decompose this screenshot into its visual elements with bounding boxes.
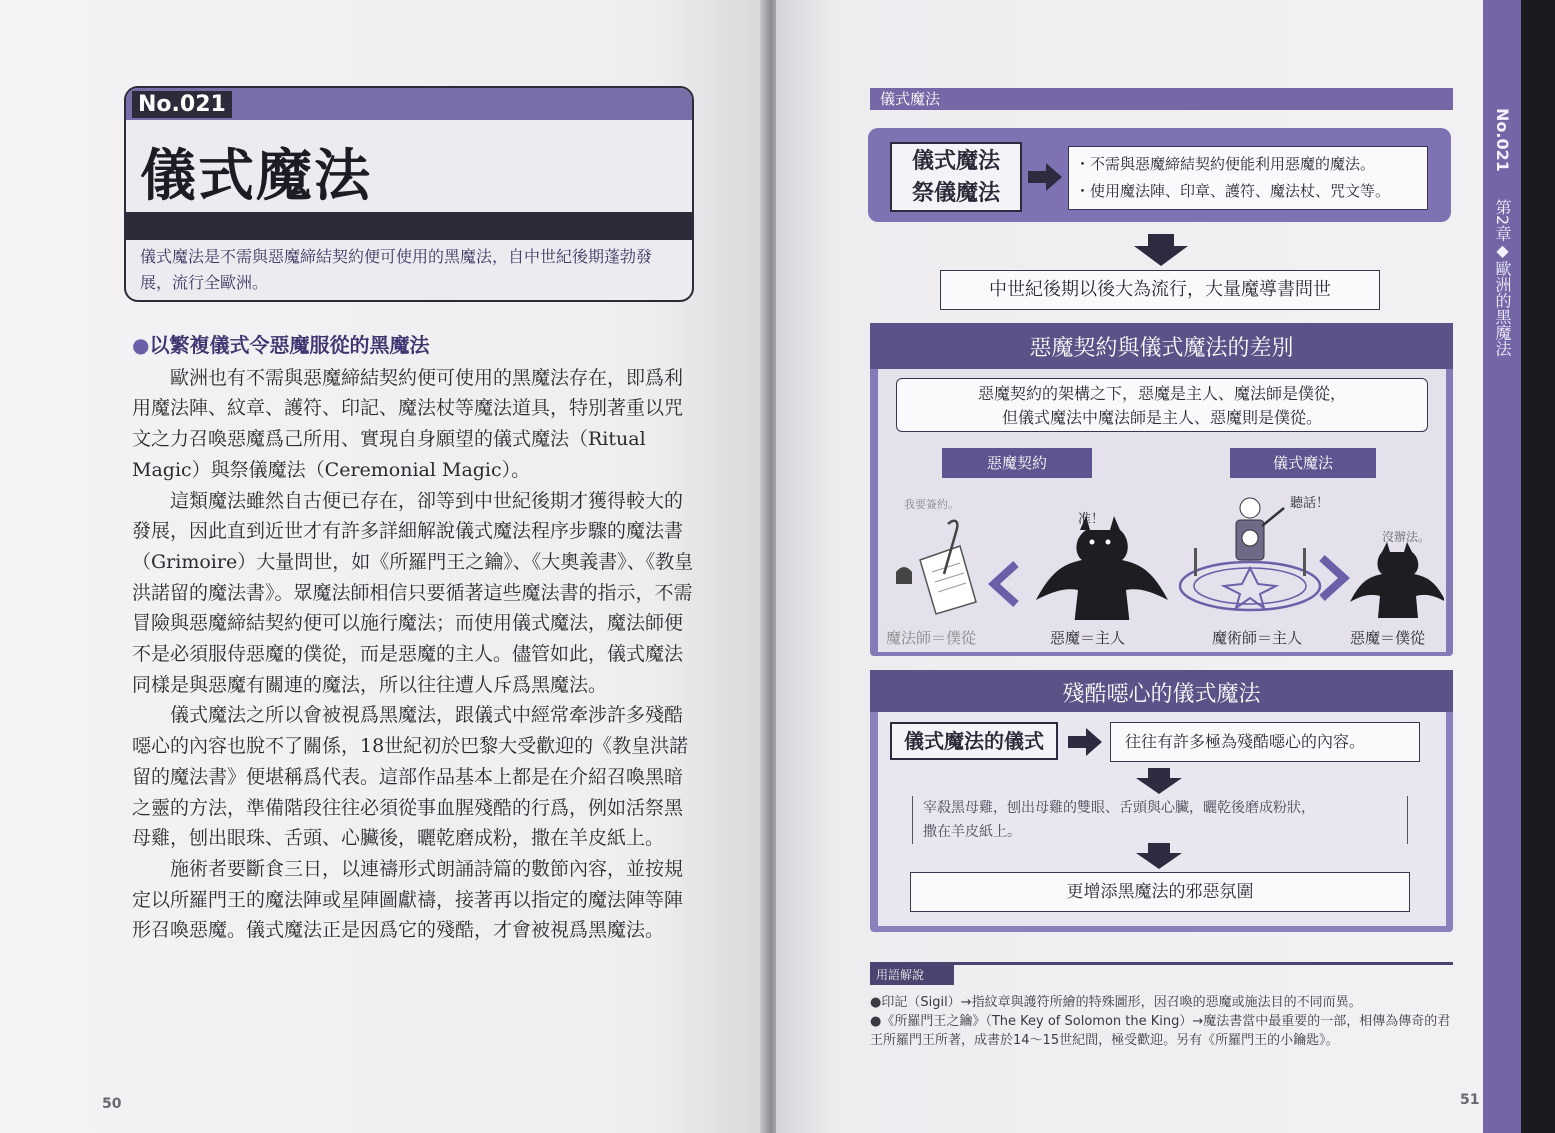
bubble-ok: 准！ bbox=[1078, 512, 1105, 527]
side-tab-chapter: 第2章◆歐洲的黑魔法 bbox=[1493, 199, 1512, 357]
tab-contract: 惡魔契約 bbox=[942, 448, 1092, 478]
summary: 儀式魔法是不需與惡魔締結契約便可使用的黑魔法，自中世紀後期蓬勃發展，流行全歐洲。 bbox=[140, 247, 653, 292]
popular-box: 中世紀後期以後大為流行，大量魔導書問世 bbox=[940, 270, 1380, 310]
glossary-title: 用語解說 bbox=[870, 965, 954, 985]
down-arrow-icon bbox=[1136, 768, 1182, 794]
point: ・使用魔法陣、印章、護符、魔法杖、咒文等。 bbox=[1075, 182, 1391, 200]
caption-demon-master: 惡魔＝主人 bbox=[1050, 629, 1126, 647]
label-ritual: 儀式魔法 bbox=[911, 149, 1000, 174]
glossary-divider bbox=[870, 962, 1453, 965]
title-divider bbox=[126, 212, 692, 240]
caption-magician-master: 魔術師＝主人 bbox=[1212, 629, 1303, 647]
bubble-no: 沒辦法。 bbox=[1382, 530, 1431, 544]
detail-line: 宰殺黑母雞，刨出母雞的雙眼、舌頭與心臟，曬乾後磨成粉狀， bbox=[923, 800, 1315, 816]
chevron-left-icon bbox=[994, 564, 1016, 604]
difference-line: 惡魔契約的架構之下，惡魔是主人、魔法師是僕從， bbox=[977, 384, 1346, 403]
contract-paper-icon bbox=[896, 521, 976, 614]
caption-magician-servant: 魔法師＝僕從 bbox=[886, 629, 977, 647]
chevron-right-icon bbox=[1322, 558, 1344, 598]
demon-master-icon bbox=[1036, 516, 1168, 620]
right-arrow-icon bbox=[1068, 728, 1102, 756]
title-box bbox=[124, 86, 694, 302]
bubble-sign: 我要簽約。 bbox=[904, 498, 959, 511]
bubble-obey: 聽話！ bbox=[1290, 496, 1330, 511]
cruel-label: 儀式魔法的儀式 bbox=[890, 722, 1058, 760]
side-tab-number: No.021 bbox=[1493, 108, 1512, 172]
section-heading-text: 以繁複儀式令惡魔服從的黑魔法 bbox=[149, 333, 430, 357]
tab-ritual: 儀式魔法 bbox=[1230, 448, 1376, 478]
detail-line: 撒在羊皮紙上。 bbox=[923, 824, 1021, 840]
body-text bbox=[132, 330, 698, 946]
down-arrow-icon bbox=[1136, 843, 1182, 869]
right-arrow-icon bbox=[1028, 163, 1062, 191]
paragraph: 這類魔法雖然自古便已存在，卻等到中世紀後期才獲得較大的發展，因此直到近世才有許多詳細解說儀式魔法程序步驟的魔法書（Grimoire）大量問世，如《所羅門王之鑰》、《大奧義書》、《教皇洪諾留的魔法書》。眾魔法師相信只要循著這些魔法書的指示，不需冒險與惡魔締結契約便可以施行魔法；而使用儀式魔法，魔法師便不是必須服侍惡魔的僕從，而是惡魔的主人。儘管如此，儀式魔法同樣是與惡魔有關連的魔法，所以往往遭人斥爲黑魔法。 bbox=[132, 489, 694, 696]
caption-demon-servant: 惡魔＝僕從 bbox=[1350, 629, 1426, 647]
demon-servant-icon bbox=[1350, 542, 1444, 618]
difference-title: 惡魔契約與儀式魔法的差別 bbox=[1029, 336, 1294, 361]
cruel-title: 殘酷噁心的儀式魔法 bbox=[1062, 682, 1261, 707]
diagram-header: 儀式魔法 bbox=[870, 88, 1453, 110]
page-title: 儀式魔法 bbox=[140, 143, 372, 209]
section-heading bbox=[132, 330, 698, 361]
point: ・不需與惡魔締結契約便能利用惡魔的魔法。 bbox=[1075, 155, 1376, 173]
cruel-detail bbox=[912, 796, 1408, 844]
page-number-left: 50 bbox=[102, 1096, 122, 1112]
bullet-icon: ● bbox=[132, 333, 150, 357]
top-points bbox=[1068, 146, 1428, 210]
left-page bbox=[0, 0, 768, 1133]
glossary-entry: ●《所羅門王之鑰》（The Key of Solomon the King）→魔法書當中最重要的一部，相傳為傳奇的君王所羅門王所著，成書於14～15世紀間，極受歡迎。另有《所羅門王的小鑰匙》。 bbox=[870, 1014, 1451, 1048]
difference-line: 但儀式魔法中魔法師是主人、惡魔則是僕從。 bbox=[1001, 408, 1322, 427]
label-ceremonial: 祭儀魔法 bbox=[911, 181, 1000, 206]
cruel-final: 更增添黑魔法的邪惡氛圍 bbox=[910, 872, 1410, 912]
glossary-entry: ●印記（Sigil）→指紋章與護符所繪的特殊圖形，因召喚的惡魔或施法目的不同而異。 bbox=[870, 995, 1362, 1010]
difference-text bbox=[896, 378, 1428, 432]
cruel-result: 往往有許多極為殘酷噁心的內容。 bbox=[1110, 722, 1420, 762]
page-number-right: 51 bbox=[1460, 1092, 1480, 1108]
down-arrow-icon bbox=[1134, 234, 1188, 266]
paragraph: 儀式魔法之所以會被視爲黑魔法，跟儀式中經常牽涉許多殘酷噁心的內容也脫不了關係，18世紀初於巴黎大受歡迎的《教皇洪諾留的魔法書》便堪稱爲代表。這部作品基本上都是在介紹召喚黑暗之靈的方法，準備階段往往必須從事血腥殘酷的行爲，例如活祭黑母雞，刨出眼珠、舌頭、心臟後，曬乾磨成粉，撒在羊皮紙上。 bbox=[132, 704, 689, 850]
paragraph: 施術者要斷食三日，以連禱形式朗誦詩篇的數節內容，並按規定以所羅門王的魔法陣或星陣圖獻禱，接著再以指定的魔法陣等陣形召喚惡魔。儀式魔法正是因爲它的殘酷，才會被視爲黑魔法。 bbox=[132, 857, 684, 942]
book-edge bbox=[1521, 0, 1555, 1133]
top-labels bbox=[890, 142, 1022, 212]
magician-icon bbox=[1236, 498, 1284, 560]
entry-number: No.021 bbox=[132, 91, 232, 118]
glossary bbox=[870, 993, 1460, 1050]
paragraph: 歐洲也有不需與惡魔締結契約便可使用的黑魔法存在，即爲利用魔法陣、紋章、護符、印記、魔法杖等魔法道具，特別著重以咒文之力召喚惡魔爲己所用、實現自身願望的儀式魔法（Ritual Magic）與祭儀魔法（Ceremonial Magic）。 bbox=[132, 366, 684, 481]
title-bar bbox=[126, 88, 692, 120]
